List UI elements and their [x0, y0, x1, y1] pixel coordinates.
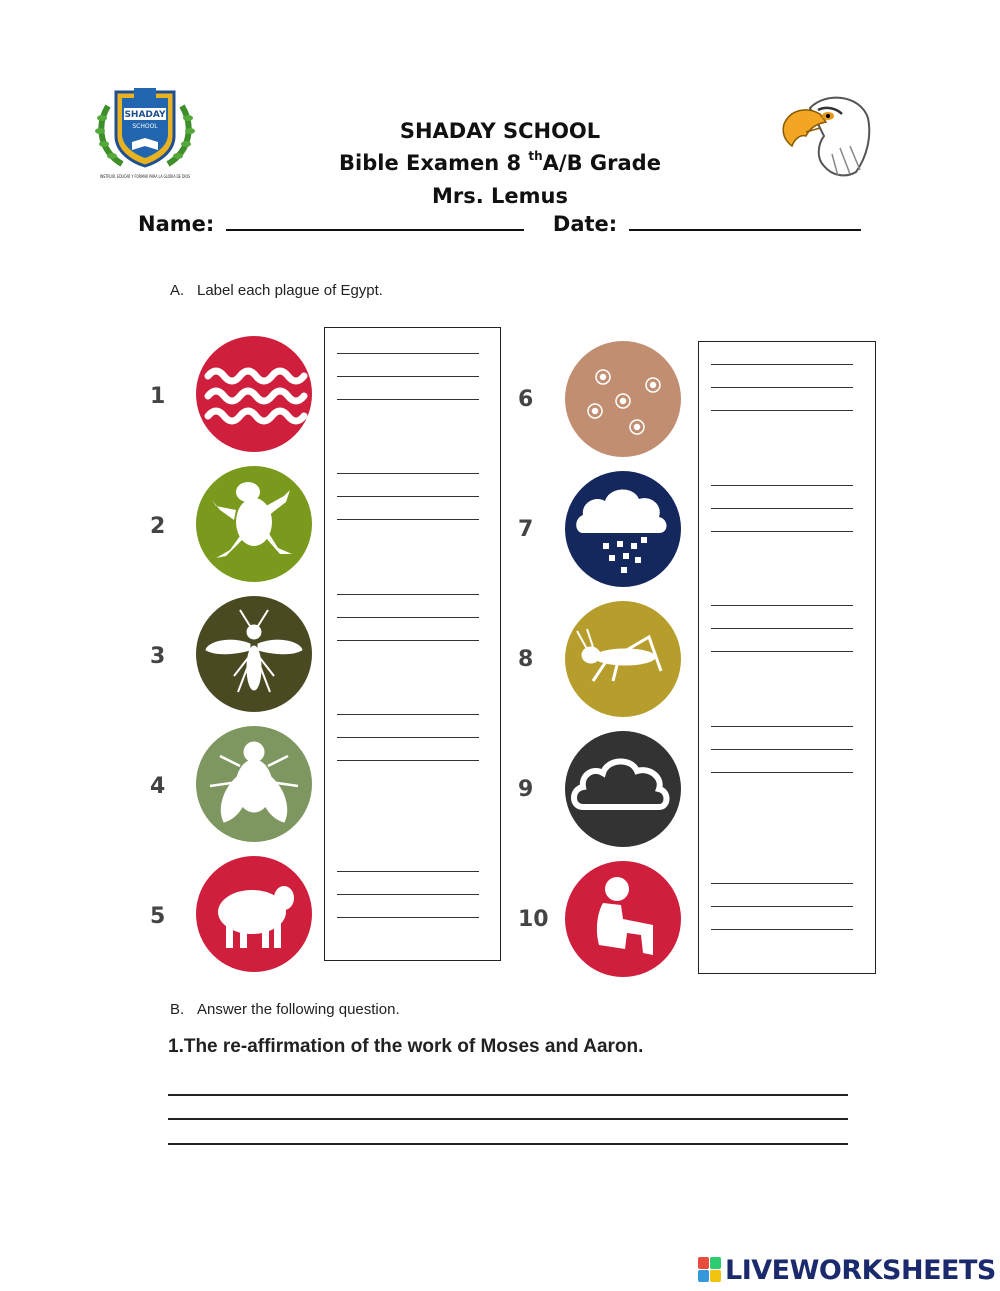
plague-number: 3 [150, 644, 166, 669]
section-b-instruction [170, 1001, 400, 1018]
answer-line[interactable] [711, 883, 853, 884]
answer-box-left [324, 327, 501, 961]
frog-icon [196, 466, 312, 582]
answer-line[interactable] [711, 508, 853, 509]
answer-line[interactable] [711, 485, 853, 486]
sheep-icon [196, 856, 312, 972]
answer-line[interactable] [711, 410, 853, 411]
plague-number: 7 [518, 517, 534, 542]
plague-number: 10 [518, 907, 549, 932]
logo-sub: SCHOOL [132, 123, 158, 130]
date-label: Date: [552, 212, 618, 236]
writing-line[interactable] [168, 1094, 848, 1096]
school-title: SHADAY SCHOOL [399, 119, 601, 143]
dark-cloud-icon [565, 731, 681, 847]
answer-line[interactable] [337, 399, 479, 400]
exam-title-post: A/B Grade [542, 151, 661, 175]
answer-line[interactable] [337, 737, 479, 738]
child-icon [565, 861, 681, 977]
section-a-text: Label each plague of Egypt. [197, 282, 383, 299]
answer-line[interactable] [711, 628, 853, 629]
exam-title-sup: th [528, 149, 543, 163]
name-date-row [138, 212, 861, 236]
brand-block [710, 1257, 721, 1269]
plague-number: 5 [150, 904, 166, 929]
answer-line[interactable] [337, 519, 479, 520]
name-label: Name: [138, 212, 215, 236]
gnat-icon [196, 596, 312, 712]
plague-number: 9 [518, 777, 534, 802]
answer-line[interactable] [337, 917, 479, 918]
answer-line[interactable] [337, 617, 479, 618]
plague-number: 6 [518, 387, 534, 412]
name-field[interactable] [226, 213, 524, 231]
plague-number: 2 [150, 514, 166, 539]
plague-number: 4 [150, 774, 166, 799]
waves-icon [196, 336, 312, 452]
answer-line[interactable] [711, 364, 853, 365]
date-field[interactable] [629, 213, 861, 231]
plague-number: 8 [518, 647, 534, 672]
exam-title [0, 151, 1000, 175]
liveworksheets-icon [698, 1257, 722, 1283]
boils-icon [565, 341, 681, 457]
section-b-letter: B. [170, 1001, 185, 1018]
brand-block [698, 1270, 709, 1282]
fly-icon [196, 726, 312, 842]
section-b-text: Answer the following question. [197, 1001, 400, 1018]
answer-line[interactable] [337, 894, 479, 895]
answer-line[interactable] [711, 387, 853, 388]
plague-number: 1 [150, 384, 166, 409]
answer-line[interactable] [711, 531, 853, 532]
answer-line[interactable] [711, 749, 853, 750]
answer-line[interactable] [337, 376, 479, 377]
question-1: 1.The re-affirmation of the work of Moses and Aaron. [168, 1036, 644, 1057]
answer-line[interactable] [337, 714, 479, 715]
answer-line[interactable] [337, 594, 479, 595]
liveworksheets-logo[interactable] [698, 1254, 996, 1286]
answer-line[interactable] [337, 473, 479, 474]
brand-block [710, 1270, 721, 1282]
answer-line[interactable] [337, 496, 479, 497]
answer-line[interactable] [711, 605, 853, 606]
teacher-name: Mrs. Lemus [432, 184, 568, 208]
answer-line[interactable] [337, 353, 479, 354]
answer-line[interactable] [711, 726, 853, 727]
answer-line[interactable] [711, 651, 853, 652]
section-a-instruction [170, 282, 383, 299]
answer-box-right [698, 341, 876, 974]
answer-line[interactable] [337, 640, 479, 641]
liveworksheets-text: LIVEWORKSHEETS [725, 1254, 996, 1286]
exam-title-pre: Bible Examen 8 [339, 151, 529, 175]
section-a-letter: A. [170, 282, 185, 299]
writing-line[interactable] [168, 1143, 848, 1145]
locust-icon [565, 601, 681, 717]
answer-line[interactable] [337, 760, 479, 761]
answer-line[interactable] [337, 871, 479, 872]
logo-name: SHADAY [124, 110, 166, 120]
hail-cloud-icon [565, 471, 681, 587]
logo-motto: INSTRUIR, EDUCAR Y FORMAR PARA LA GLORIA DE DIOS [100, 174, 191, 179]
answer-line[interactable] [711, 772, 853, 773]
writing-line[interactable] [168, 1118, 848, 1120]
answer-line[interactable] [711, 906, 853, 907]
answer-line[interactable] [711, 929, 853, 930]
brand-block [698, 1257, 709, 1269]
